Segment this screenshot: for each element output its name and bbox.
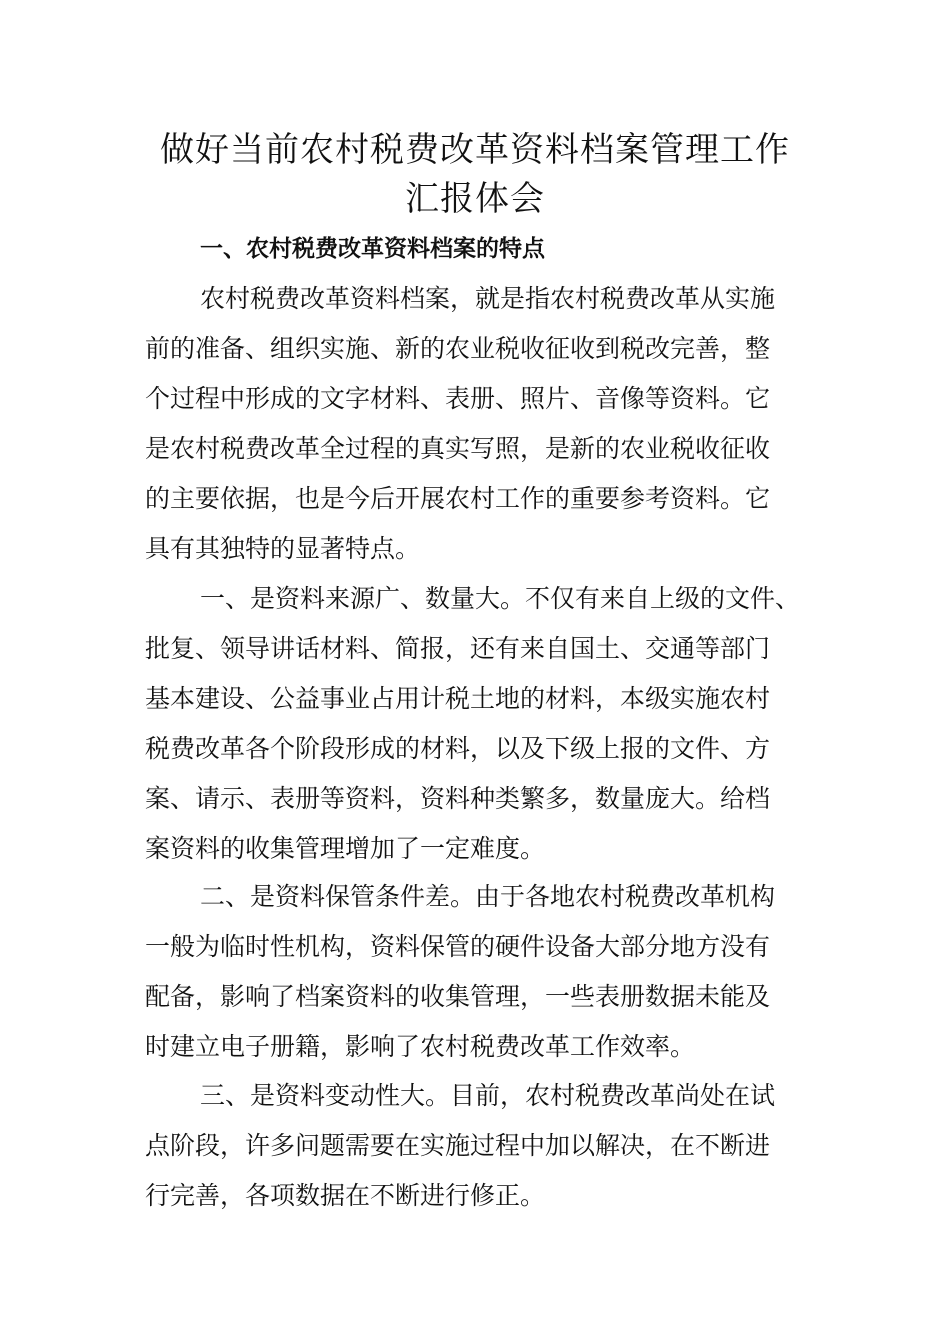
paragraph-line: 一、是资料来源广、数量大。不仅有来自上级的文件、 — [200, 584, 801, 613]
paragraph-line: 三、是资料变动性大。目前，农村税费改革尚处在试 — [200, 1081, 776, 1110]
paragraph-line: 是农村税费改革全过程的真实写照，是新的农业税收征收 — [145, 434, 771, 463]
paragraph-line: 个过程中形成的文字材料、表册、照片、音像等资料。它 — [145, 384, 771, 413]
paragraph-line: 批复、领导讲话材料、简报，还有来自国土、交通等部门 — [145, 634, 771, 663]
paragraph-line: 配备，影响了档案资料的收集管理，一些表册数据未能及 — [145, 982, 771, 1011]
paragraph-line: 的主要依据，也是今后开展农村工作的重要参考资料。它 — [145, 484, 771, 513]
paragraph-line: 二、是资料保管条件差。由于各地农村税费改革机构 — [200, 882, 776, 911]
paragraph-line: 具有其独特的显著特点。 — [145, 534, 421, 563]
paragraph-line: 基本建设、公益事业占用计税土地的材料，本级实施农村 — [145, 684, 771, 713]
paragraph-line: 前的准备、组织实施、新的农业税收征收到税改完善，整 — [145, 334, 771, 363]
paragraph-3 — [145, 872, 830, 1072]
paragraph-line: 一般为临时性机构，资料保管的硬件设备大部分地方没有 — [145, 932, 771, 961]
paragraph-4 — [145, 1071, 830, 1221]
paragraph-line: 税费改革各个阶段形成的材料，以及下级上报的文件、方 — [145, 734, 771, 763]
paragraph-line: 时建立电子册籍，影响了农村税费改革工作效率。 — [145, 1032, 696, 1061]
paragraph-line: 点阶段，许多问题需要在实施过程中加以解决，在不断进 — [145, 1131, 771, 1160]
paragraph-line: 农村税费改革资料档案，就是指农村税费改革从实施 — [200, 284, 776, 313]
document-title-line-2: 汇报体会 — [405, 179, 545, 219]
paragraph-line: 案资料的收集管理增加了一定难度。 — [145, 834, 546, 863]
section-heading: 一、农村税费改革资料档案的特点 — [200, 235, 545, 262]
paragraph-1 — [145, 274, 830, 574]
paragraph-line: 行完善，各项数据在不断进行修正。 — [145, 1181, 546, 1210]
paragraph-line: 案、请示、表册等资料，资料种类繁多，数量庞大。给档 — [145, 784, 771, 813]
document-title-line-1: 做好当前农村税费改革资料档案管理工作 — [160, 130, 790, 170]
paragraph-2 — [145, 574, 830, 874]
